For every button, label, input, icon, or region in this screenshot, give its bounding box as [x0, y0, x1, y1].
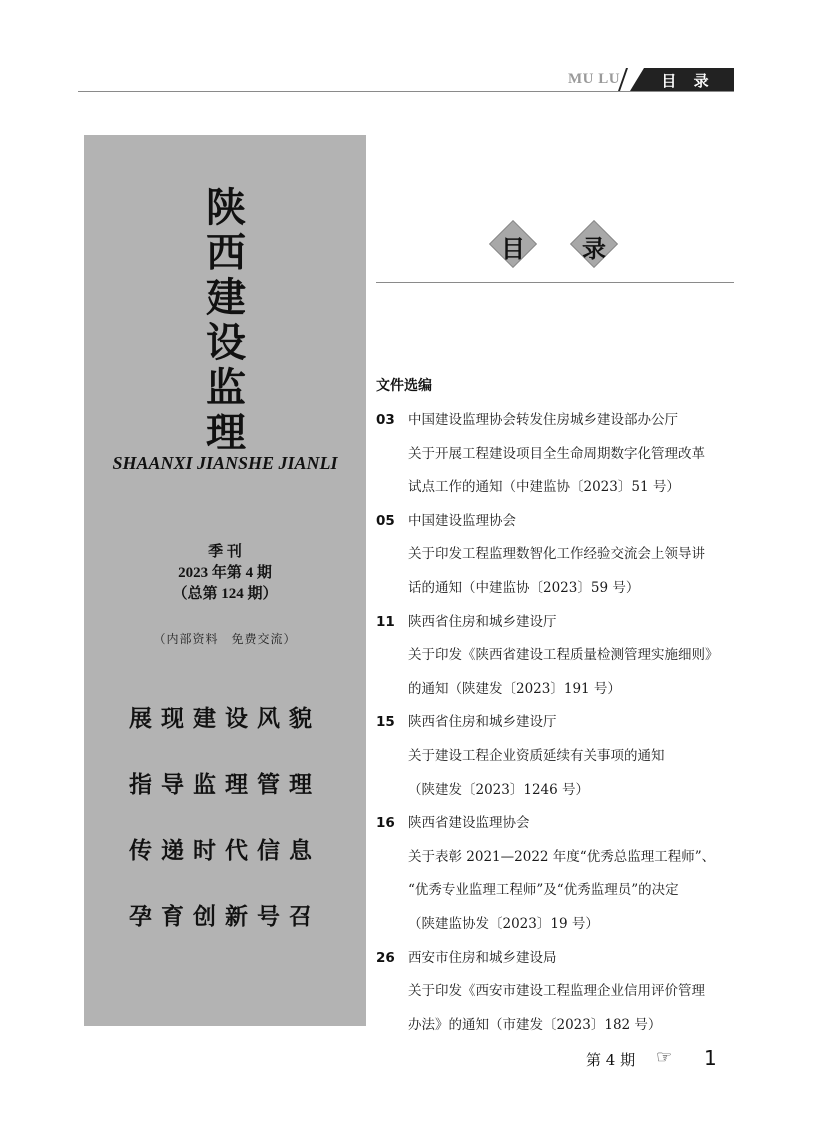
header-tab-label: 目 录: [661, 72, 715, 90]
toc-line: 关于建设工程企业资质延续有关事项的通知: [408, 747, 665, 764]
title-char: 理: [206, 409, 246, 456]
magazine-title: [196, 185, 256, 455]
toc-page-number: 03: [376, 412, 395, 428]
title-char: 建: [206, 274, 246, 321]
contents-rule: [376, 282, 734, 283]
slogan: 孕育创新号召: [129, 903, 321, 930]
slogan: 指导监理管理: [129, 771, 321, 798]
toc-line: 关于开展工程建设项目全生命周期数字化管理改革: [408, 445, 705, 462]
slogans: [84, 702, 366, 966]
table-of-contents: [376, 404, 740, 1042]
contents-heading-mu: 目: [491, 222, 537, 268]
toc-entry[interactable]: [376, 404, 740, 505]
toc-line: 的通知（陕建发〔2023〕191 号）: [408, 680, 621, 697]
toc-line: （陕建发〔2023〕1246 号）: [408, 781, 590, 798]
title-char: 陕: [206, 184, 246, 231]
toc-line: 陕西省住房和城乡建设厅: [408, 613, 557, 630]
page-number: 1: [704, 1046, 717, 1070]
toc-line: 陕西省建设监理协会: [408, 815, 530, 832]
toc-line: 西安市住房和城乡建设局: [408, 949, 557, 966]
footer-issue: 第 4 期: [586, 1051, 636, 1069]
slogan: 展现建设风貌: [129, 705, 321, 732]
title-char: 设: [206, 319, 246, 366]
toc-line: 关于印发《陕西省建设工程质量检测管理实施细则》: [408, 647, 719, 664]
toc-entry[interactable]: [376, 942, 740, 1043]
toc-line: 关于表彰 2021—2022 年度“优秀总监理工程师”、: [408, 848, 716, 865]
toc-line: 关于印发《西安市建设工程监理企业信用评价管理: [408, 983, 705, 1000]
toc-entry[interactable]: [376, 706, 740, 807]
toc-page-number: 16: [376, 815, 395, 832]
pointing-hand-icon: ☞: [656, 1047, 673, 1068]
toc-page-number: 11: [376, 613, 395, 630]
header-rule: [78, 91, 734, 92]
magazine-latin-name: SHAANXI JIANSHE JIANLI: [112, 453, 338, 473]
toc-line: 中国建设监理协会: [408, 512, 516, 529]
toc-page-number: 26: [376, 949, 395, 966]
frequency: 季 刊: [208, 544, 242, 560]
toc-entry[interactable]: [376, 807, 740, 941]
toc-entry[interactable]: [376, 505, 740, 606]
toc-page-number: 15: [376, 714, 395, 731]
toc-line: 话的通知（中建监协〔2023〕59 号）: [408, 579, 640, 596]
toc-section-label: 文件选编: [376, 378, 432, 394]
issue-number: 2023 年第 4 期: [178, 565, 272, 581]
contents-heading-lu: 录: [572, 222, 618, 268]
title-char: 监: [206, 364, 246, 411]
toc-line: （陕建监协发〔2023〕19 号）: [408, 915, 599, 932]
toc-line: 办法》的通知（市建发〔2023〕182 号）: [408, 1016, 662, 1033]
toc-entry[interactable]: [376, 606, 740, 707]
slogan: 传递时代信息: [129, 837, 321, 864]
issue-info: [84, 542, 366, 605]
internal-note: （内部资料 免费交流）: [153, 632, 297, 646]
toc-line: 试点工作的通知（中建监协〔2023〕51 号）: [408, 479, 680, 496]
toc-line: 关于印发工程监理数智化工作经验交流会上领导讲: [408, 546, 705, 563]
toc-page-number: 05: [376, 512, 395, 529]
header-latin: MU LU: [568, 71, 621, 87]
total-issue: （总第 124 期）: [172, 586, 278, 602]
toc-line: 陕西省住房和城乡建设厅: [408, 714, 557, 731]
toc-line: 中国建设监理协会转发住房城乡建设部办公厅: [408, 412, 678, 428]
toc-line: “优秀专业监理工程师”及“优秀监理员”的决定: [408, 882, 679, 899]
title-char: 西: [206, 229, 246, 276]
